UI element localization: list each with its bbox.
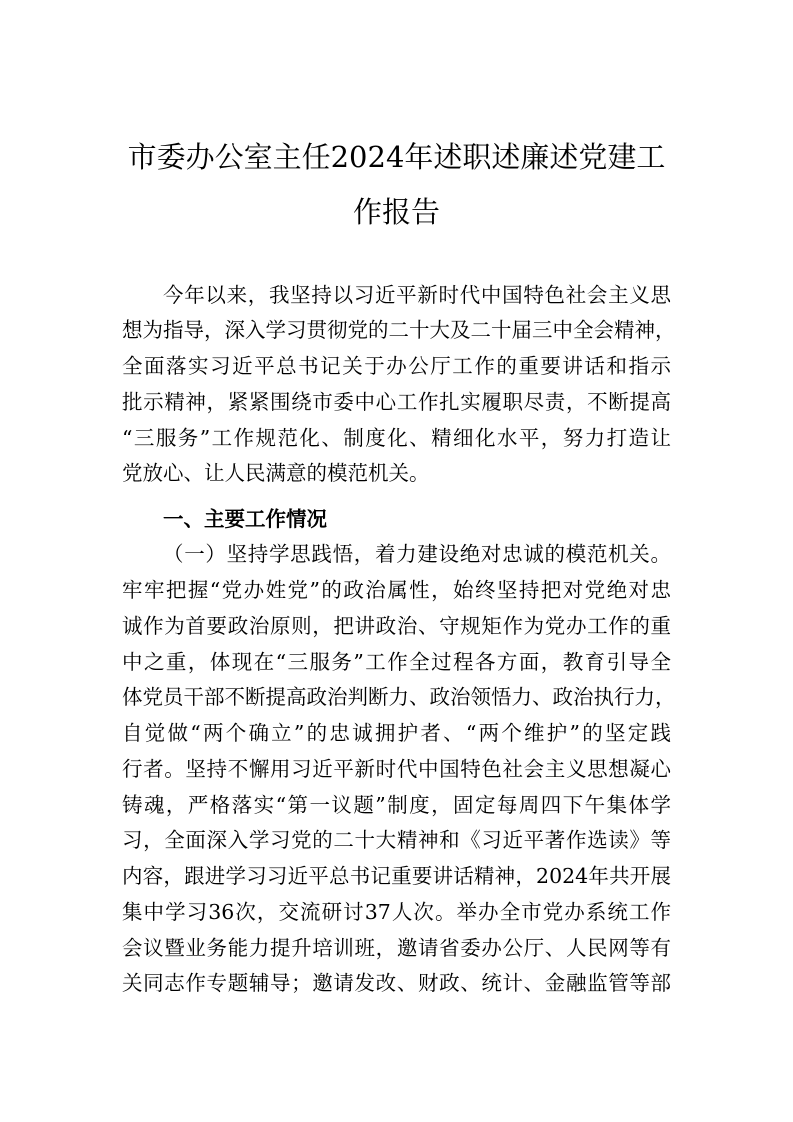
subsection-heading: （一）坚持学思践悟，着力建设绝对忠诚的模范机关。 <box>163 542 671 566</box>
paragraph-line: 会议暨业务能力提升培训班，邀请省委办公厅、人民网等有 <box>122 936 671 960</box>
paragraph-line: 体党员干部不断提高政治判断力、政治领悟力、政治执行力， <box>122 685 676 709</box>
paragraph-line: “三服务”工作规范化、制度化、精细化水平，努力打造让 <box>122 426 671 450</box>
paragraph-line: 全面落实习近平总书记关于办公厅工作的重要讲话和指示 <box>122 354 671 378</box>
section-heading: 一、主要工作情况 <box>163 507 327 531</box>
paragraph-line: 内容，跟进学习习近平总书记重要讲话精神，2024年共开展 <box>122 864 671 888</box>
paragraph-line: 今年以来，我坚持以习近平新时代中国特色社会主义思 <box>163 283 671 307</box>
paragraph-line: 党放心、让人民满意的模范机关。 <box>122 461 430 485</box>
paragraph-line: 铸魂，严格落实“第一议题”制度，固定每周四下午集体学 <box>122 793 671 817</box>
paragraph-line: 批示精神，紧紧围绕市委中心工作扎实履职尽责，不断提高 <box>122 390 671 414</box>
paragraph-line: 想为指导，深入学习贯彻党的二十大及二十届三中全会精神， <box>122 318 676 342</box>
paragraph-line: 诚作为首要政治原则，把讲政治、守规矩作为党办工作的重 <box>122 614 671 638</box>
document-title-line-1: 市委办公室主任2024年述职述廉述党建工 <box>127 140 666 174</box>
paragraph-line: 习，全面深入学习党的二十大精神和《习近平著作选读》等 <box>122 828 671 852</box>
paragraph-line: 行者。坚持不懈用习近平新时代中国特色社会主义思想凝心 <box>122 757 671 781</box>
paragraph-line: 牢牢把握“党办姓党”的政治属性，始终坚持把对党绝对忠 <box>122 578 671 602</box>
paragraph-line: 中之重，体现在“三服务”工作全过程各方面，教育引导全 <box>122 650 671 674</box>
paragraph-line: 集中学习36次，交流研讨37人次。举办全市党办系统工作 <box>122 900 671 924</box>
paragraph-line: 自觉做“两个确立”的忠诚拥护者、“两个维护”的坚定践 <box>122 721 671 745</box>
paragraph-line: 关同志作专题辅导；邀请发改、财政、统计、金融监管等部 <box>122 971 671 995</box>
document-title-line-2: 作报告 <box>352 195 440 229</box>
